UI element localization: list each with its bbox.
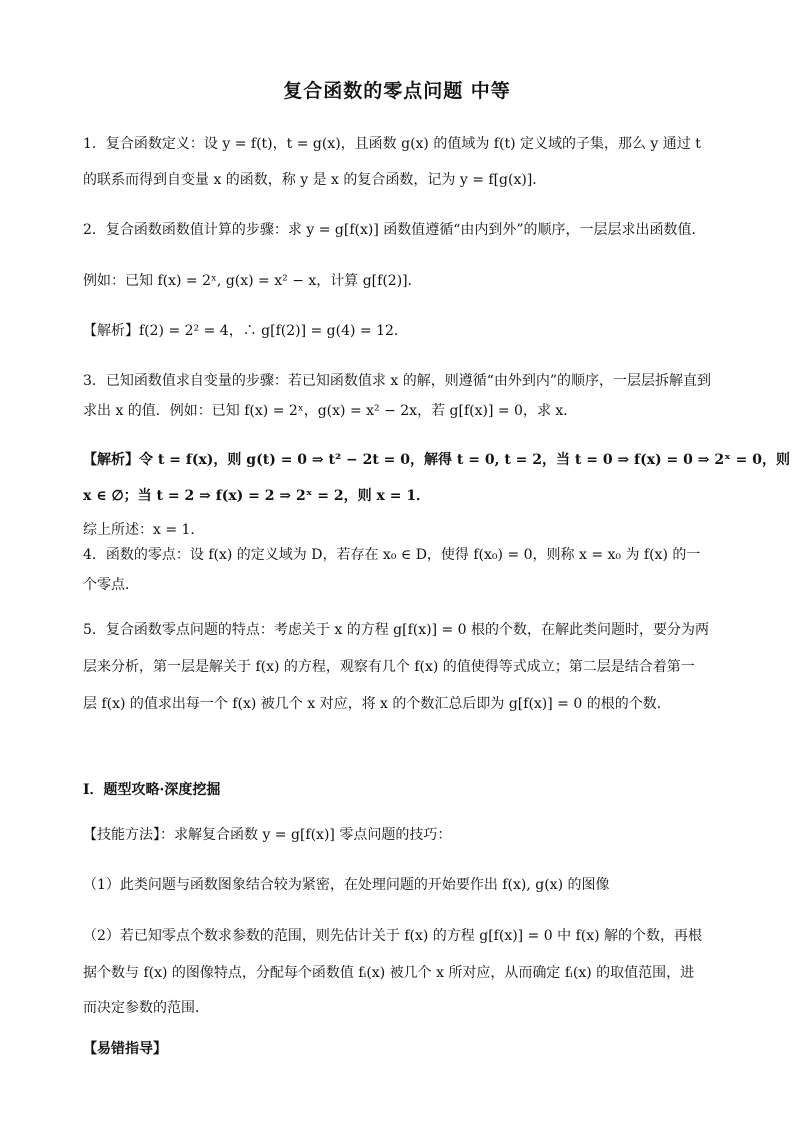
section-heading: I．题型攻略·深度挖掘 [83, 782, 221, 798]
example-1: 例如：已知 f(x) = 2ˣ, g(x) = x² − x，计算 g[f(2)]． [83, 273, 422, 289]
skill-point-2-line-1: （2）若已知零点个数求参数的范围，则先估计关于 f(x) 的方程 g[f(x)] = 0 中 f(x) 解的个数，再根 [83, 928, 703, 944]
common-mistakes-heading: 【易错指导】 [83, 1041, 167, 1057]
page-title: 复合函数的零点问题 中等 [283, 80, 511, 102]
solution-2-summary: 综上所述：x = 1． [83, 522, 205, 538]
skill-point-1: （1）此类问题与函数图象结合较为紧密，在处理问题的开始要作出 f(x), g(x) 的图像 [83, 877, 610, 893]
solution-2-line-2: x ∈ ∅；当 t = 2 ⇒ f(x) = 2 ⇒ 2ˣ = 2，则 x = 1． [83, 488, 431, 504]
paragraph-1-line-2: 的联系而得到自变量 x 的函数，称 y 是 x 的复合函数，记为 y = f[g(x)]． [83, 172, 547, 188]
paragraph-5-line-1: 5．复合函数零点问题的特点：考虑关于 x 的方程 g[f(x)] = 0 根的个数，在解此类问题时，要分为两 [83, 622, 710, 638]
skill-point-2-line-2: 据个数与 f(x) 的图像特点，分配每个函数值 fᵢ(x) 被几个 x 所对应，从而确定 fᵢ(x) 的取值范围，进 [83, 965, 695, 981]
solution-2-line-1: 【解析】令 t = f(x)，则 g(t) = 0 ⇒ t² − 2t = 0，解得 t = 0, t = 2，当 t = 0 ⇒ f(x) = 0 ⇒ 2ˣ = 0，则 [83, 452, 790, 468]
paragraph-5-line-3: 层 f(x) 的值求出每一个 f(x) 被几个 x 对应，将 x 的个数汇总后即为 g[f(x)] = 0 的根的个数． [83, 696, 671, 712]
paragraph-3-line-1: 3．已知函数值求自变量的步骤：若已知函数值求 x 的解，则遵循“由外到内”的顺序，一层层拆解直到 [83, 373, 712, 389]
paragraph-3-line-2: 求出 x 的值．例如：已知 f(x) = 2ˣ，g(x) = x² − 2x，若 g[f(x)] = 0，求 x． [83, 403, 578, 419]
paragraph-5-line-2: 层来分析，第一层是解关于 f(x) 的方程，观察有几个 f(x) 的值使得等式成立；第二层是结合着第一 [83, 659, 695, 675]
skill-point-2-line-3: 而决定参数的范围． [83, 1000, 209, 1016]
paragraph-4-line-1: 4．函数的零点：设 f(x) 的定义域为 D，若存在 x₀ ∈ D，使得 f(x₀) = 0，则称 x = x₀ 为 f(x) 的一 [83, 547, 701, 563]
paragraph-1-line-1: 1．复合函数定义：设 y = f(t)，t = g(x)，且函数 g(x) 的值域为 f(t) 定义域的子集，那么 y 通过 t [83, 136, 701, 152]
paragraph-2-line-1: 2．复合函数函数值计算的步骤：求 y = g[f(x)] 函数值遵循“由内到外”的顺序，一层层求出函数值． [83, 222, 706, 238]
solution-1: 【解析】f(2) = 2² = 4，∴ g[f(2)] = g(4) = 12． [83, 323, 408, 339]
skill-method: 【技能方法】：求解复合函数 y = g[f(x)] 零点问题的技巧： [83, 827, 452, 843]
paragraph-4-line-2: 个零点． [83, 577, 139, 593]
